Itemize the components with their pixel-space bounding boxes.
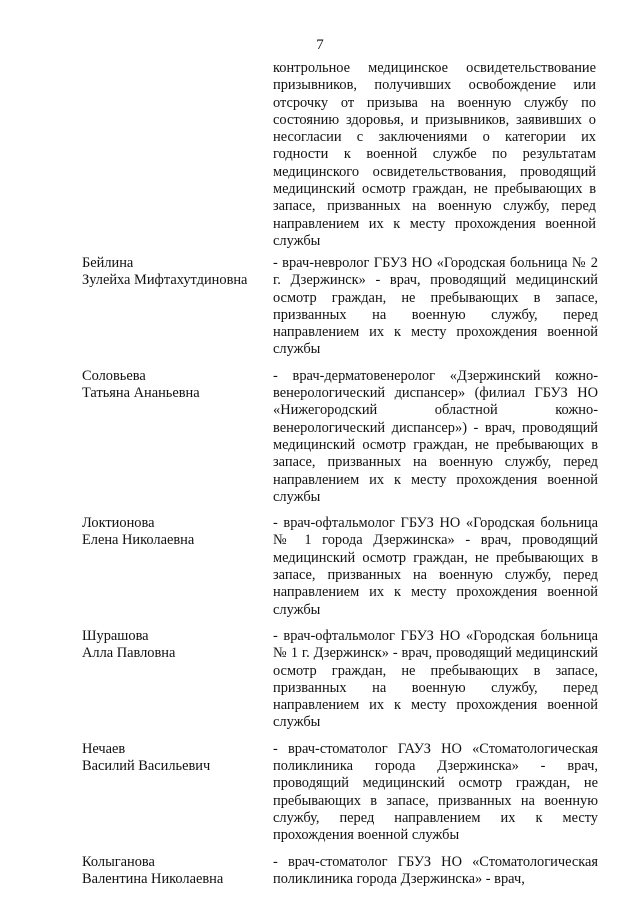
person-given-names: Татьяна Ананьевна (82, 385, 200, 402)
continuation-text: контрольное медицинское освидетельствование призывников, получивших освобождение или отсрочку от призыва на военную службу по состоянию здоровья, и призывников, заявивших о несогласии с заключениями о категории их годности к военной службе по результатам медицинского освидетельствования, проводящий медицинский осмотр граждан, не пребывающих в запасе, призванных на военную службу, перед направлением их к месту прохождения военной службы (273, 60, 596, 249)
person-role-description: - врач-дерматовенеролог «Дзержинский кожно-венерологический диспансер» (филиал ГБУЗ НО «Нижегородский областной кожно-венерологический диспансер») - врач, проводящий медицинский осмотр граждан, не пребывающих в запасе, призванных на военную службу, перед направлением их к месту прохождения военной службы (273, 367, 598, 505)
person-given-names: Валентина Николаевна (82, 870, 224, 887)
person-name (82, 255, 273, 359)
person-surname: Шурашова (82, 627, 149, 644)
list-item (82, 368, 598, 506)
person-role-description: - врач-офтальмолог ГБУЗ НО «Городская больница № 1 города Дзержинска» - врач, проводящий медицинский осмотр граждан, не пребывающих в запасе, призванных на военную службу, перед направлением их к месту прохождения военной службы (273, 515, 598, 618)
person-name (82, 854, 273, 889)
person-name (82, 368, 273, 506)
person-surname: Бейлина (82, 255, 134, 271)
list-item (82, 854, 598, 889)
person-surname: Соловьева (82, 367, 146, 384)
person-role-description: - врач-невролог ГБУЗ НО «Городская больница № 2 г. Дзержинск» - врач, проводящий медицинский осмотр граждан, не пребывающих в запасе, призванных на военную службу, перед направлением их к месту прохождения военной службы (273, 255, 598, 358)
list-item (82, 255, 598, 359)
person-given-names: Василий Васильевич (82, 758, 211, 775)
person-name (82, 741, 273, 845)
person-given-names: Зулейха Мифтахутдиновна (82, 272, 248, 289)
person-given-names: Алла Павловна (82, 645, 176, 662)
person-given-names: Елена Николаевна (82, 532, 195, 549)
list-item (82, 741, 598, 845)
person-surname: Локтионова (82, 515, 155, 532)
person-role-description: - врач-стоматолог ГБУЗ НО «Стоматологическая поликлиника города Дзержинска» - врач, (273, 853, 598, 887)
person-name (82, 515, 273, 619)
list-item (82, 628, 598, 732)
continuation-block (273, 60, 596, 250)
person-surname: Колыганова (82, 853, 155, 870)
person-name (82, 628, 273, 732)
person-role-description: - врач-офтальмолог ГБУЗ НО «Городская больница № 1 г. Дзержинск» - врач, проводящий медицинский осмотр граждан, не пребывающих в запасе, призванных на военную службу, перед направлением их к месту прохождения военной службы (273, 627, 598, 731)
list-item (82, 515, 598, 619)
staff-list (82, 255, 598, 888)
person-surname: Нечаев (82, 740, 126, 757)
page-number: 7 (316, 37, 324, 53)
person-role-description: - врач-стоматолог ГАУЗ НО «Стоматологическая поликлиника города Дзержинска» - врач, проводящий медицинский осмотр граждан, не пребывающих в запасе, призванных на военную службу, перед направлением их к месту прохождения военной службы (273, 740, 598, 844)
